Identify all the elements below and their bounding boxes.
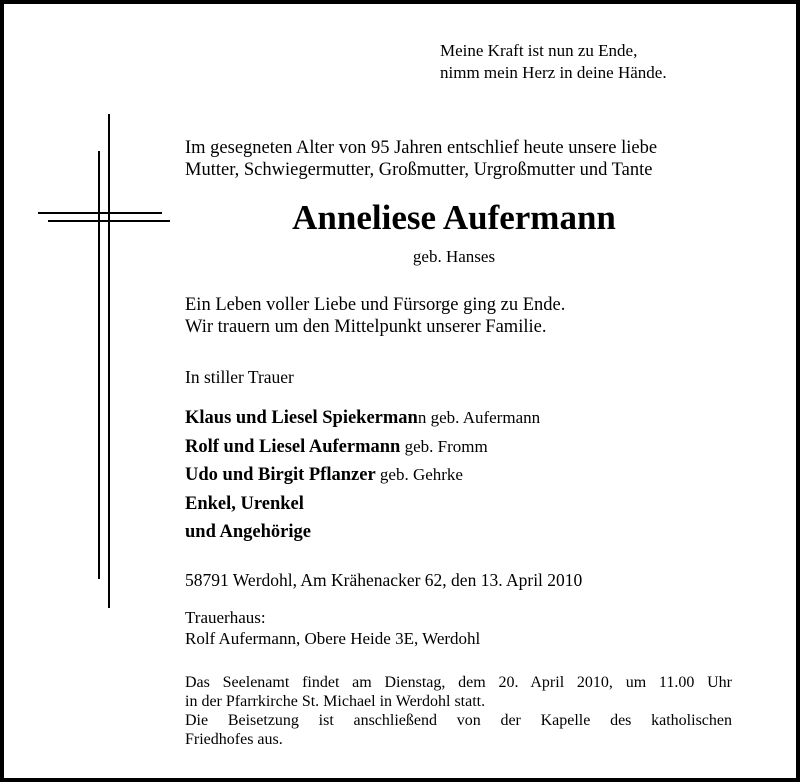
mourning-house-value: Rolf Aufermann, Obere Heide 3E, Werdohl (185, 629, 481, 648)
mourner-name: Klaus und Liesel Spiekerman (185, 408, 418, 428)
mourner-suffix: n geb. Aufermann (417, 408, 541, 427)
mourner-entry (185, 490, 540, 519)
mourners-list (185, 404, 540, 547)
mourner-suffix: geb. Gehrke (375, 465, 463, 484)
motto-line-2: nimm mein Herz in deine Hände. (440, 63, 667, 82)
deceased-name: Anneliese Aufermann (292, 198, 616, 237)
address-date: 58791 Werdohl, Am Krähenacker 62, den 13. April 2010 (185, 570, 583, 590)
mourner-entry (185, 518, 540, 547)
motto-line-1: Meine Kraft ist nun zu Ende, (440, 41, 638, 60)
mourning-house (185, 607, 480, 649)
mourner-entry (185, 461, 540, 490)
verse (185, 294, 565, 338)
service-line-2: in der Pfarrkirche St. Michael in Werdohl statt. (185, 693, 486, 710)
intro-line-1: Im gesegneten Alter von 95 Jahren entschlief heute unsere liebe (185, 138, 658, 158)
birth-name: geb. Hanses (412, 247, 496, 266)
mourner-name: und Angehörige (185, 522, 311, 542)
service-info (185, 673, 732, 749)
mourner-entry (185, 433, 540, 462)
mourner-entry (185, 404, 540, 433)
service-line-1: Das Seelenamt findet am Dienstag, dem 20. April 2010, um 11.00 Uhr (185, 674, 732, 691)
verse-line-1: Ein Leben voller Liebe und Fürsorge ging zu Ende. (185, 295, 566, 315)
mourner-suffix: geb. Fromm (400, 436, 488, 456)
motto (440, 40, 667, 84)
in-mourning-label: In stiller Trauer (185, 367, 294, 387)
mourner-name: Rolf und Liesel Aufermann (185, 436, 401, 457)
service-line-4: Friedhofes aus. (185, 731, 283, 748)
mourning-house-label: Trauerhaus: (185, 608, 266, 627)
intro-line-2: Mutter, Schwiegermutter, Großmutter, Urgroßmutter und Tante (185, 160, 653, 180)
mourner-name: Udo und Birgit Pflanzer (185, 465, 376, 485)
mourner-name: Enkel, Urenkel (185, 493, 304, 514)
intro-text (185, 137, 657, 181)
verse-line-2: Wir trauern um den Mittelpunkt unserer Familie. (185, 317, 547, 337)
service-line-3: Die Beisetzung ist anschließend von der Kapelle des katholischen (185, 712, 732, 729)
